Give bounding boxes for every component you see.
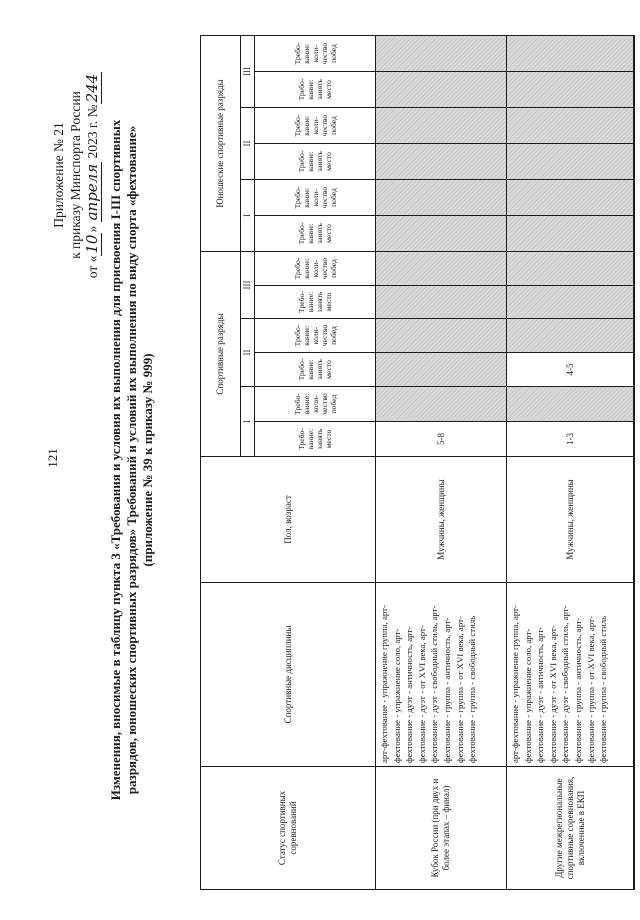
row1-wins-youth-II bbox=[376, 107, 507, 143]
req-wins-youth-III: Требо-вание: коли-чество побед bbox=[255, 35, 376, 71]
row2-wins-sport-II bbox=[507, 318, 634, 352]
row2-place-sport-II: 4-5 bbox=[507, 352, 634, 386]
header-youth-ranks: Юношеские спортивные разряды bbox=[201, 35, 241, 251]
row2-wins-youth-I bbox=[507, 179, 634, 215]
row2-wins-youth-III bbox=[507, 35, 634, 71]
req-wins-youth-II: Требо-вание: коли-чество побед bbox=[255, 107, 376, 143]
req-place-sport-III: Требо-вание: занять место bbox=[255, 285, 376, 318]
row2-wins-sport-III bbox=[507, 251, 634, 285]
heading-line-1: Изменения, вносимые в таблицу пункта 3 «Требования и условия их выполнения для присвоения I-III спортивных bbox=[108, 119, 123, 801]
row1-wins-sport-II bbox=[376, 318, 507, 352]
heading-line-2: разрядов, юношеских спортивных разрядов» Требований и условий их выполнения по виду спорта «фехтование» bbox=[124, 125, 139, 795]
sport-rank-III: III bbox=[241, 251, 255, 318]
req-place-sport-II: Требо-вание: занять место bbox=[255, 352, 376, 386]
annex-block bbox=[50, 50, 101, 300]
annex-title: Приложение № 21 bbox=[51, 122, 66, 228]
annex-from: от « bbox=[85, 255, 100, 279]
annex-order: к приказу Минспорта России bbox=[68, 91, 83, 259]
page-number: 121 bbox=[45, 448, 60, 468]
youth-rank-I: I bbox=[241, 179, 255, 251]
row1-status: Кубок России (при двух и более этапах – финал) bbox=[376, 766, 507, 889]
sport-rank-II: II bbox=[241, 318, 255, 386]
row2-place-sport-I: 1-3 bbox=[507, 421, 634, 456]
row2-wins-youth-II bbox=[507, 107, 634, 143]
row1-wins-youth-III bbox=[376, 35, 507, 71]
row2-place-youth-I bbox=[507, 215, 634, 251]
req-place-youth-II: Требо-вание: занять место bbox=[255, 143, 376, 179]
row1-wins-youth-I bbox=[376, 179, 507, 215]
youth-rank-III: III bbox=[241, 35, 255, 107]
annex-number: 244 bbox=[83, 73, 101, 103]
req-place-youth-I: Требо-вание: занять место bbox=[255, 215, 376, 251]
annex-date-line bbox=[84, 50, 101, 300]
row2-disciplines: арт-фехтование - упражнение группа, арт-фехтование - упражнение соло, арт-фехтование - дуэт - античность, арт-фехтование - дуэт - от XVI века, арт-фехтование - дуэт - свободный стиль, арт-фехтование - группа - античность, арт-фехтование - группа - от XVI века, арт-фехтование - группа - свободный стиль bbox=[507, 582, 634, 766]
req-place-youth-III: Требо-вание: занять место bbox=[255, 71, 376, 107]
annex-year: 2023 г. № bbox=[85, 104, 100, 162]
req-wins-sport-III: Требо-вание: коли-чество побед bbox=[255, 251, 376, 285]
row1-disciplines: арт-фехтование - упражнение группа, арт-фехтование - упражнение соло, арт-фехтование - дуэт - античность, арт-фехтование - дуэт - от XVI века, арт-фехтование - дуэт - свободный стиль, арт-фехтование - группа - античность, арт-фехтование - группа - от XVI века, арт-фехтование - группа - свободный стиль bbox=[376, 582, 507, 766]
youth-rank-II: II bbox=[241, 107, 255, 179]
req-wins-youth-I: Требо-вание: коли-чество побед bbox=[255, 179, 376, 215]
requirements-table bbox=[200, 35, 635, 890]
req-place-sport-I: Требо-вание: занять место bbox=[255, 421, 376, 456]
sport-rank-I: I bbox=[241, 386, 255, 456]
row1-place-youth-I bbox=[376, 215, 507, 251]
row2-place-youth-III bbox=[507, 71, 634, 107]
row2-place-sport-III bbox=[507, 285, 634, 318]
row2-wins-sport-I bbox=[507, 386, 634, 421]
req-wins-sport-II: Требо-вание: коли-чество побед bbox=[255, 318, 376, 352]
annex-mid: » bbox=[85, 222, 100, 233]
row2-status: Другие межрегиональные спортивные соревнования, включенные в ЕКП bbox=[507, 766, 634, 889]
annex-month: апреля bbox=[83, 163, 101, 221]
header-disciplines: Спортивные дисциплины bbox=[201, 582, 376, 766]
row2-place-youth-II bbox=[507, 143, 634, 179]
annex-day: 10 bbox=[83, 234, 101, 254]
row1-place-sport-II bbox=[376, 352, 507, 386]
row1-place-youth-II bbox=[376, 143, 507, 179]
document-heading bbox=[108, 40, 156, 880]
row1-wins-sport-III bbox=[376, 251, 507, 285]
req-wins-sport-I: Требо-вание: коли-чество побед bbox=[255, 386, 376, 421]
row1-gender: Мужчины, женщины bbox=[376, 456, 507, 582]
row1-place-sport-III bbox=[376, 285, 507, 318]
row2-gender: Мужчины, женщины bbox=[507, 456, 634, 582]
header-sport-ranks: Спортивные разряды bbox=[201, 251, 241, 456]
header-status: Статус спортивных соревнований bbox=[201, 766, 376, 889]
row1-wins-sport-I bbox=[376, 386, 507, 421]
header-gender: Пол, возраст bbox=[201, 456, 376, 582]
row1-place-sport-I: 5-8 bbox=[376, 421, 507, 456]
heading-line-3: (приложение № 39 к приказу № 999) bbox=[140, 353, 155, 567]
row1-place-youth-III bbox=[376, 71, 507, 107]
